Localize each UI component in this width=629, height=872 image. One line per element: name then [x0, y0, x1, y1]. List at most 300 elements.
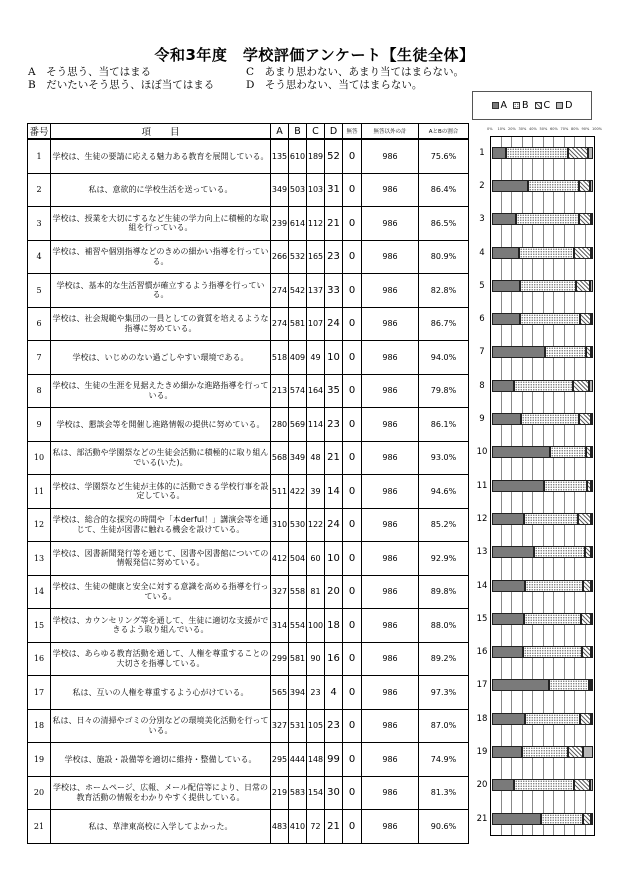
bar-category-label: 10 [476, 447, 488, 458]
row-count-c: 100 [307, 609, 325, 643]
row-no-answer: 0 [343, 575, 362, 609]
bar-segment-a [492, 713, 525, 725]
row-no-answer: 0 [343, 475, 362, 509]
row-number: 4 [28, 240, 51, 274]
axis-tick-label: 20% [508, 127, 516, 131]
row-total: 986 [362, 776, 419, 810]
bar-segment-c [574, 247, 591, 259]
stacked-bar-chart [476, 126, 603, 838]
row-count-d: 21 [325, 207, 343, 241]
row-number: 17 [28, 676, 51, 710]
bar-segment-a [492, 679, 549, 691]
chart-legend-c [535, 100, 551, 111]
bar-segment-b [519, 247, 573, 259]
table-row [28, 408, 469, 442]
row-item-text: 学校は、総合的な探究の時間や「本derful！」講演会等を通じて、生徒が図書に触れる機会を設けている。 [51, 508, 271, 542]
row-no-answer: 0 [343, 709, 362, 743]
row-count-b: 554 [289, 609, 307, 643]
bar-category-label: 6 [479, 314, 485, 325]
row-ab-ratio: 93.0% [419, 441, 469, 475]
stacked-bar [492, 513, 593, 525]
bar-segment-d [591, 480, 593, 492]
header-ratio: AとBの割合 [419, 124, 469, 140]
bar-category-label: 11 [476, 480, 488, 491]
bar-category-label: 1 [479, 147, 485, 158]
table-row [28, 240, 469, 274]
row-total: 986 [362, 139, 419, 173]
row-item-text: 学校は、生徒の健康と安全に対する意識を高める指導を行っている。 [51, 575, 271, 609]
row-count-d: 10 [325, 542, 343, 576]
bar-segment-b [525, 713, 579, 725]
row-count-b: 532 [289, 240, 307, 274]
bar-segment-c [568, 746, 583, 758]
row-number: 5 [28, 274, 51, 308]
table-row [28, 274, 469, 308]
bar-segment-c [579, 180, 590, 192]
row-count-d: 4 [325, 676, 343, 710]
row-ab-ratio: 89.8% [419, 575, 469, 609]
row-total: 986 [362, 408, 419, 442]
row-count-a: 483 [271, 810, 289, 844]
bar-segment-a [492, 147, 506, 159]
row-count-d: 31 [325, 173, 343, 207]
row-count-b: 581 [289, 642, 307, 676]
row-count-d: 21 [325, 810, 343, 844]
row-count-d: 23 [325, 709, 343, 743]
bar-segment-d [591, 679, 593, 691]
bar-segment-b [521, 413, 579, 425]
bar-category-label: 13 [476, 547, 488, 558]
row-count-a: 349 [271, 173, 289, 207]
header-item: 項 目 [51, 124, 271, 140]
header-no: 番号 [28, 124, 51, 140]
row-count-b: 349 [289, 441, 307, 475]
bar-segment-b [544, 480, 587, 492]
row-number: 12 [28, 508, 51, 542]
row-item-text: 学校は、図書新聞発行等を通じて、図書や図書館についての情報発信に努めている。 [51, 542, 271, 576]
row-ab-ratio: 79.8% [419, 374, 469, 408]
bar-segment-b [520, 280, 576, 292]
row-no-answer: 0 [343, 542, 362, 576]
row-no-answer: 0 [343, 240, 362, 274]
row-item-text: 学校は、生徒の生涯を見据えたきめ細かな進路指導を行っている。 [51, 374, 271, 408]
row-count-a: 518 [271, 341, 289, 375]
chart-legend [472, 91, 592, 120]
bar-segment-d [591, 213, 593, 225]
stacked-bar [492, 280, 593, 292]
stacked-bar [492, 813, 593, 825]
table-row [28, 173, 469, 207]
row-count-c: 60 [307, 542, 325, 576]
bar-category-label: 5 [479, 280, 485, 291]
row-item-text: 学校は、生徒の要請に応える魅力ある教育を展開している。 [51, 139, 271, 173]
bar-segment-b [523, 646, 582, 658]
row-ab-ratio: 89.2% [419, 642, 469, 676]
row-count-d: 23 [325, 240, 343, 274]
row-count-d: 21 [325, 441, 343, 475]
row-count-a: 135 [271, 139, 289, 173]
legend-d-text: D そう思わない、当てはまらない。 [246, 79, 423, 91]
row-total: 986 [362, 609, 419, 643]
row-count-b: 558 [289, 575, 307, 609]
table-row [28, 676, 469, 710]
header-d: D [325, 124, 343, 140]
chart-legend-d [556, 100, 572, 111]
bar-segment-a [492, 480, 544, 492]
table-row [28, 341, 469, 375]
row-number: 16 [28, 642, 51, 676]
bar-segment-d [591, 247, 593, 259]
stacked-bar [492, 346, 593, 358]
row-count-a: 266 [271, 240, 289, 274]
row-number: 8 [28, 374, 51, 408]
row-count-c: 165 [307, 240, 325, 274]
row-item-text: 学校は、基本的な生活習慣が確立するよう指導を行っている。 [51, 274, 271, 308]
table-row [28, 508, 469, 542]
row-count-c: 23 [307, 676, 325, 710]
legend-swatch-c [535, 102, 542, 109]
row-count-a: 327 [271, 575, 289, 609]
chart-legend-a [492, 100, 508, 111]
row-count-b: 583 [289, 776, 307, 810]
bar-segment-c [574, 779, 590, 791]
bar-category-label: 14 [476, 580, 488, 591]
bar-segment-d [591, 513, 593, 525]
row-count-b: 504 [289, 542, 307, 576]
row-count-b: 530 [289, 508, 307, 542]
row-item-text: 私は、意欲的に学校生活を送っている。 [51, 173, 271, 207]
row-count-a: 274 [271, 307, 289, 341]
row-total: 986 [362, 307, 419, 341]
row-number: 13 [28, 542, 51, 576]
bar-segment-a [492, 513, 524, 525]
row-total: 986 [362, 341, 419, 375]
page-title: 令和3年度 学校評価アンケート【生徒全体】 [154, 46, 475, 64]
legend-b-text: B だいたいそう思う、ほぼ当てはまる [28, 79, 215, 91]
row-count-c: 148 [307, 743, 325, 777]
row-count-c: 39 [307, 475, 325, 509]
bar-segment-d [591, 446, 593, 458]
row-total: 986 [362, 240, 419, 274]
row-item-text: 私は、部活動や学園祭などの生徒会活動に積極的に取り組んでいる(いた)。 [51, 441, 271, 475]
stacked-bar [492, 247, 593, 259]
bar-segment-c [580, 713, 591, 725]
row-no-answer: 0 [343, 207, 362, 241]
bar-category-label: 16 [476, 647, 488, 658]
row-count-d: 24 [325, 307, 343, 341]
bar-segment-d [590, 779, 593, 791]
row-ab-ratio: 86.1% [419, 408, 469, 442]
header-a: A [271, 124, 289, 140]
bar-segment-a [492, 746, 522, 758]
bar-segment-b [534, 546, 585, 558]
row-item-text: 学校は、補習や個別指導などのきめの細かい指導を行っている。 [51, 240, 271, 274]
stacked-bar [492, 679, 593, 691]
row-count-b: 614 [289, 207, 307, 241]
row-number: 7 [28, 341, 51, 375]
row-number: 18 [28, 709, 51, 743]
row-no-answer: 0 [343, 341, 362, 375]
bar-segment-d [591, 546, 593, 558]
axis-tick-label: 40% [529, 127, 537, 131]
row-count-d: 14 [325, 475, 343, 509]
bar-segment-a [492, 346, 545, 358]
bar-segment-b [524, 613, 581, 625]
bar-segment-a [492, 247, 519, 259]
row-total: 986 [362, 642, 419, 676]
row-no-answer: 0 [343, 441, 362, 475]
stacked-bar [492, 580, 593, 592]
bar-segment-b [522, 746, 567, 758]
row-count-a: 327 [271, 709, 289, 743]
row-item-text: 私は、互いの人権を尊重するよう心がけている。 [51, 676, 271, 710]
bar-segment-a [492, 180, 528, 192]
row-item-text: 私は、日々の清掃やゴミの分別などの環境美化活動を行っている。 [51, 709, 271, 743]
chart-legend-c-label: C [543, 100, 551, 111]
bar-segment-c [583, 813, 590, 825]
row-count-b: 394 [289, 676, 307, 710]
table-row [28, 776, 469, 810]
bar-segment-a [492, 580, 525, 592]
row-count-d: 24 [325, 508, 343, 542]
row-total: 986 [362, 676, 419, 710]
bar-category-label: 7 [479, 347, 485, 358]
stacked-bar [492, 313, 593, 325]
bar-segment-d [591, 580, 593, 592]
header-b: B [289, 124, 307, 140]
row-item-text: 学校は、いじめのない過ごしやすい環境である。 [51, 341, 271, 375]
axis-tick-label: 0% [487, 127, 493, 131]
row-count-c: 107 [307, 307, 325, 341]
row-count-c: 189 [307, 139, 325, 173]
bar-segment-a [492, 280, 520, 292]
bar-segment-c [580, 313, 591, 325]
bar-segment-b [550, 446, 586, 458]
row-count-b: 410 [289, 810, 307, 844]
row-number: 19 [28, 743, 51, 777]
bar-segment-d [588, 147, 593, 159]
row-count-c: 105 [307, 709, 325, 743]
row-number: 1 [28, 139, 51, 173]
row-item-text: 学校は、授業を大切にするなど生徒の学力向上に積極的な取組を行っている。 [51, 207, 271, 241]
table-row [28, 475, 469, 509]
bar-segment-c [573, 380, 590, 392]
row-count-a: 239 [271, 207, 289, 241]
bar-segment-c [583, 580, 591, 592]
row-total: 986 [362, 542, 419, 576]
bar-category-label: 20 [476, 780, 488, 791]
header-c: C [307, 124, 325, 140]
row-count-b: 409 [289, 341, 307, 375]
row-item-text: 学校は、社会規範や集団の一員としての資質を培えるような指導に努めている。 [51, 307, 271, 341]
row-no-answer: 0 [343, 307, 362, 341]
row-count-d: 99 [325, 743, 343, 777]
bar-segment-d [591, 613, 593, 625]
row-no-answer: 0 [343, 642, 362, 676]
stacked-bar [492, 480, 593, 492]
row-ab-ratio: 86.5% [419, 207, 469, 241]
row-count-c: 72 [307, 810, 325, 844]
stacked-bar [492, 446, 593, 458]
axis-tick-label: 50% [539, 127, 548, 131]
table-header-row [28, 124, 469, 140]
row-total: 986 [362, 743, 419, 777]
row-count-d: 18 [325, 609, 343, 643]
bar-segment-a [492, 413, 521, 425]
bar-segment-b [516, 213, 579, 225]
row-ab-ratio: 86.4% [419, 173, 469, 207]
row-count-b: 422 [289, 475, 307, 509]
stacked-bar [492, 746, 593, 758]
bar-segment-a [492, 213, 516, 225]
table-row [28, 709, 469, 743]
bar-category-label: 3 [479, 214, 485, 225]
table-row [28, 810, 469, 844]
row-count-c: 164 [307, 374, 325, 408]
row-count-b: 531 [289, 709, 307, 743]
bar-segment-b [514, 380, 573, 392]
row-item-text: 学校は、施設・設備等を適切に維持・整備している。 [51, 743, 271, 777]
row-count-b: 542 [289, 274, 307, 308]
row-count-b: 444 [289, 743, 307, 777]
bar-segment-d [591, 413, 593, 425]
row-count-d: 30 [325, 776, 343, 810]
row-number: 21 [28, 810, 51, 844]
row-count-d: 16 [325, 642, 343, 676]
table-row [28, 575, 469, 609]
bar-segment-c [568, 147, 587, 159]
row-number: 20 [28, 776, 51, 810]
row-count-d: 10 [325, 341, 343, 375]
row-count-a: 568 [271, 441, 289, 475]
stacked-bar [492, 213, 593, 225]
table-row [28, 642, 469, 676]
table-row [28, 374, 469, 408]
row-count-c: 112 [307, 207, 325, 241]
bar-category-label: 2 [479, 180, 485, 191]
row-count-b: 610 [289, 139, 307, 173]
bar-segment-c [578, 513, 590, 525]
row-number: 14 [28, 575, 51, 609]
row-no-answer: 0 [343, 274, 362, 308]
row-no-answer: 0 [343, 676, 362, 710]
bar-segment-c [579, 213, 590, 225]
row-count-c: 90 [307, 642, 325, 676]
row-count-d: 52 [325, 139, 343, 173]
bar-segment-b [514, 779, 574, 791]
bar-segment-b [506, 147, 568, 159]
row-no-answer: 0 [343, 776, 362, 810]
bar-category-label: 21 [476, 813, 488, 824]
legend-swatch-a [492, 102, 499, 109]
row-number: 11 [28, 475, 51, 509]
row-ab-ratio: 81.3% [419, 776, 469, 810]
bar-segment-d [591, 313, 593, 325]
bar-segment-a [492, 779, 514, 791]
row-ab-ratio: 94.6% [419, 475, 469, 509]
bar-segment-d [583, 746, 593, 758]
bar-segment-d [591, 346, 593, 358]
row-ab-ratio: 80.9% [419, 240, 469, 274]
bar-segment-a [492, 613, 524, 625]
table-row [28, 609, 469, 643]
row-total: 986 [362, 274, 419, 308]
bar-segment-b [525, 580, 582, 592]
bar-category-label: 17 [476, 680, 488, 691]
bar-segment-b [549, 679, 589, 691]
survey-table [27, 123, 469, 844]
row-count-a: 310 [271, 508, 289, 542]
axis-tick-label: 100% [592, 127, 603, 131]
row-number: 15 [28, 609, 51, 643]
row-number: 9 [28, 408, 51, 442]
axis-tick-label: 70% [560, 127, 569, 131]
legend-a-text: A そう思う、当てはまる [28, 66, 152, 78]
row-count-b: 503 [289, 173, 307, 207]
row-ab-ratio: 92.9% [419, 542, 469, 576]
axis-tick-label: 60% [550, 127, 558, 131]
bar-segment-a [492, 546, 534, 558]
bar-segment-d [590, 180, 593, 192]
row-count-a: 219 [271, 776, 289, 810]
row-total: 986 [362, 709, 419, 743]
row-ab-ratio: 94.0% [419, 341, 469, 375]
row-count-c: 48 [307, 441, 325, 475]
bar-segment-c [576, 280, 590, 292]
bar-segment-d [591, 713, 593, 725]
row-no-answer: 0 [343, 408, 362, 442]
legend-c-text: C あまり思わない、あまり当てはまらない。 [246, 66, 465, 78]
stacked-bar [492, 180, 593, 192]
bar-category-label: 18 [476, 713, 488, 724]
row-total: 986 [362, 207, 419, 241]
row-ab-ratio: 87.0% [419, 709, 469, 743]
row-item-text: 学校は、ホームページ、広報、メール配信等により、日常の教育活動の情報をわかりやすく提供している。 [51, 776, 271, 810]
bar-segment-d [591, 646, 593, 658]
row-total: 986 [362, 441, 419, 475]
row-total: 986 [362, 575, 419, 609]
stacked-bar [492, 713, 593, 725]
row-total: 986 [362, 173, 419, 207]
row-number: 6 [28, 307, 51, 341]
chart-legend-a-label: A [500, 100, 507, 111]
row-ab-ratio: 74.9% [419, 743, 469, 777]
row-no-answer: 0 [343, 743, 362, 777]
row-item-text: 学校は、カウンセリング等を通して、生徒に適切な支援ができるよう取り組んでいる。 [51, 609, 271, 643]
row-count-c: 154 [307, 776, 325, 810]
bar-segment-d [590, 280, 593, 292]
bar-segment-b [524, 513, 578, 525]
stacked-bar [492, 380, 593, 392]
table-row [28, 743, 469, 777]
row-count-c: 114 [307, 408, 325, 442]
row-ab-ratio: 88.0% [419, 609, 469, 643]
row-count-c: 103 [307, 173, 325, 207]
chart-legend-b-label: B [522, 100, 529, 111]
table-row [28, 207, 469, 241]
row-count-c: 49 [307, 341, 325, 375]
bar-segment-c [579, 413, 591, 425]
row-count-a: 412 [271, 542, 289, 576]
bar-category-label: 12 [476, 513, 488, 524]
row-count-a: 295 [271, 743, 289, 777]
bar-segment-a [492, 813, 541, 825]
row-count-b: 574 [289, 374, 307, 408]
row-ab-ratio: 97.3% [419, 676, 469, 710]
row-no-answer: 0 [343, 810, 362, 844]
row-count-c: 137 [307, 274, 325, 308]
bar-segment-b [541, 813, 583, 825]
